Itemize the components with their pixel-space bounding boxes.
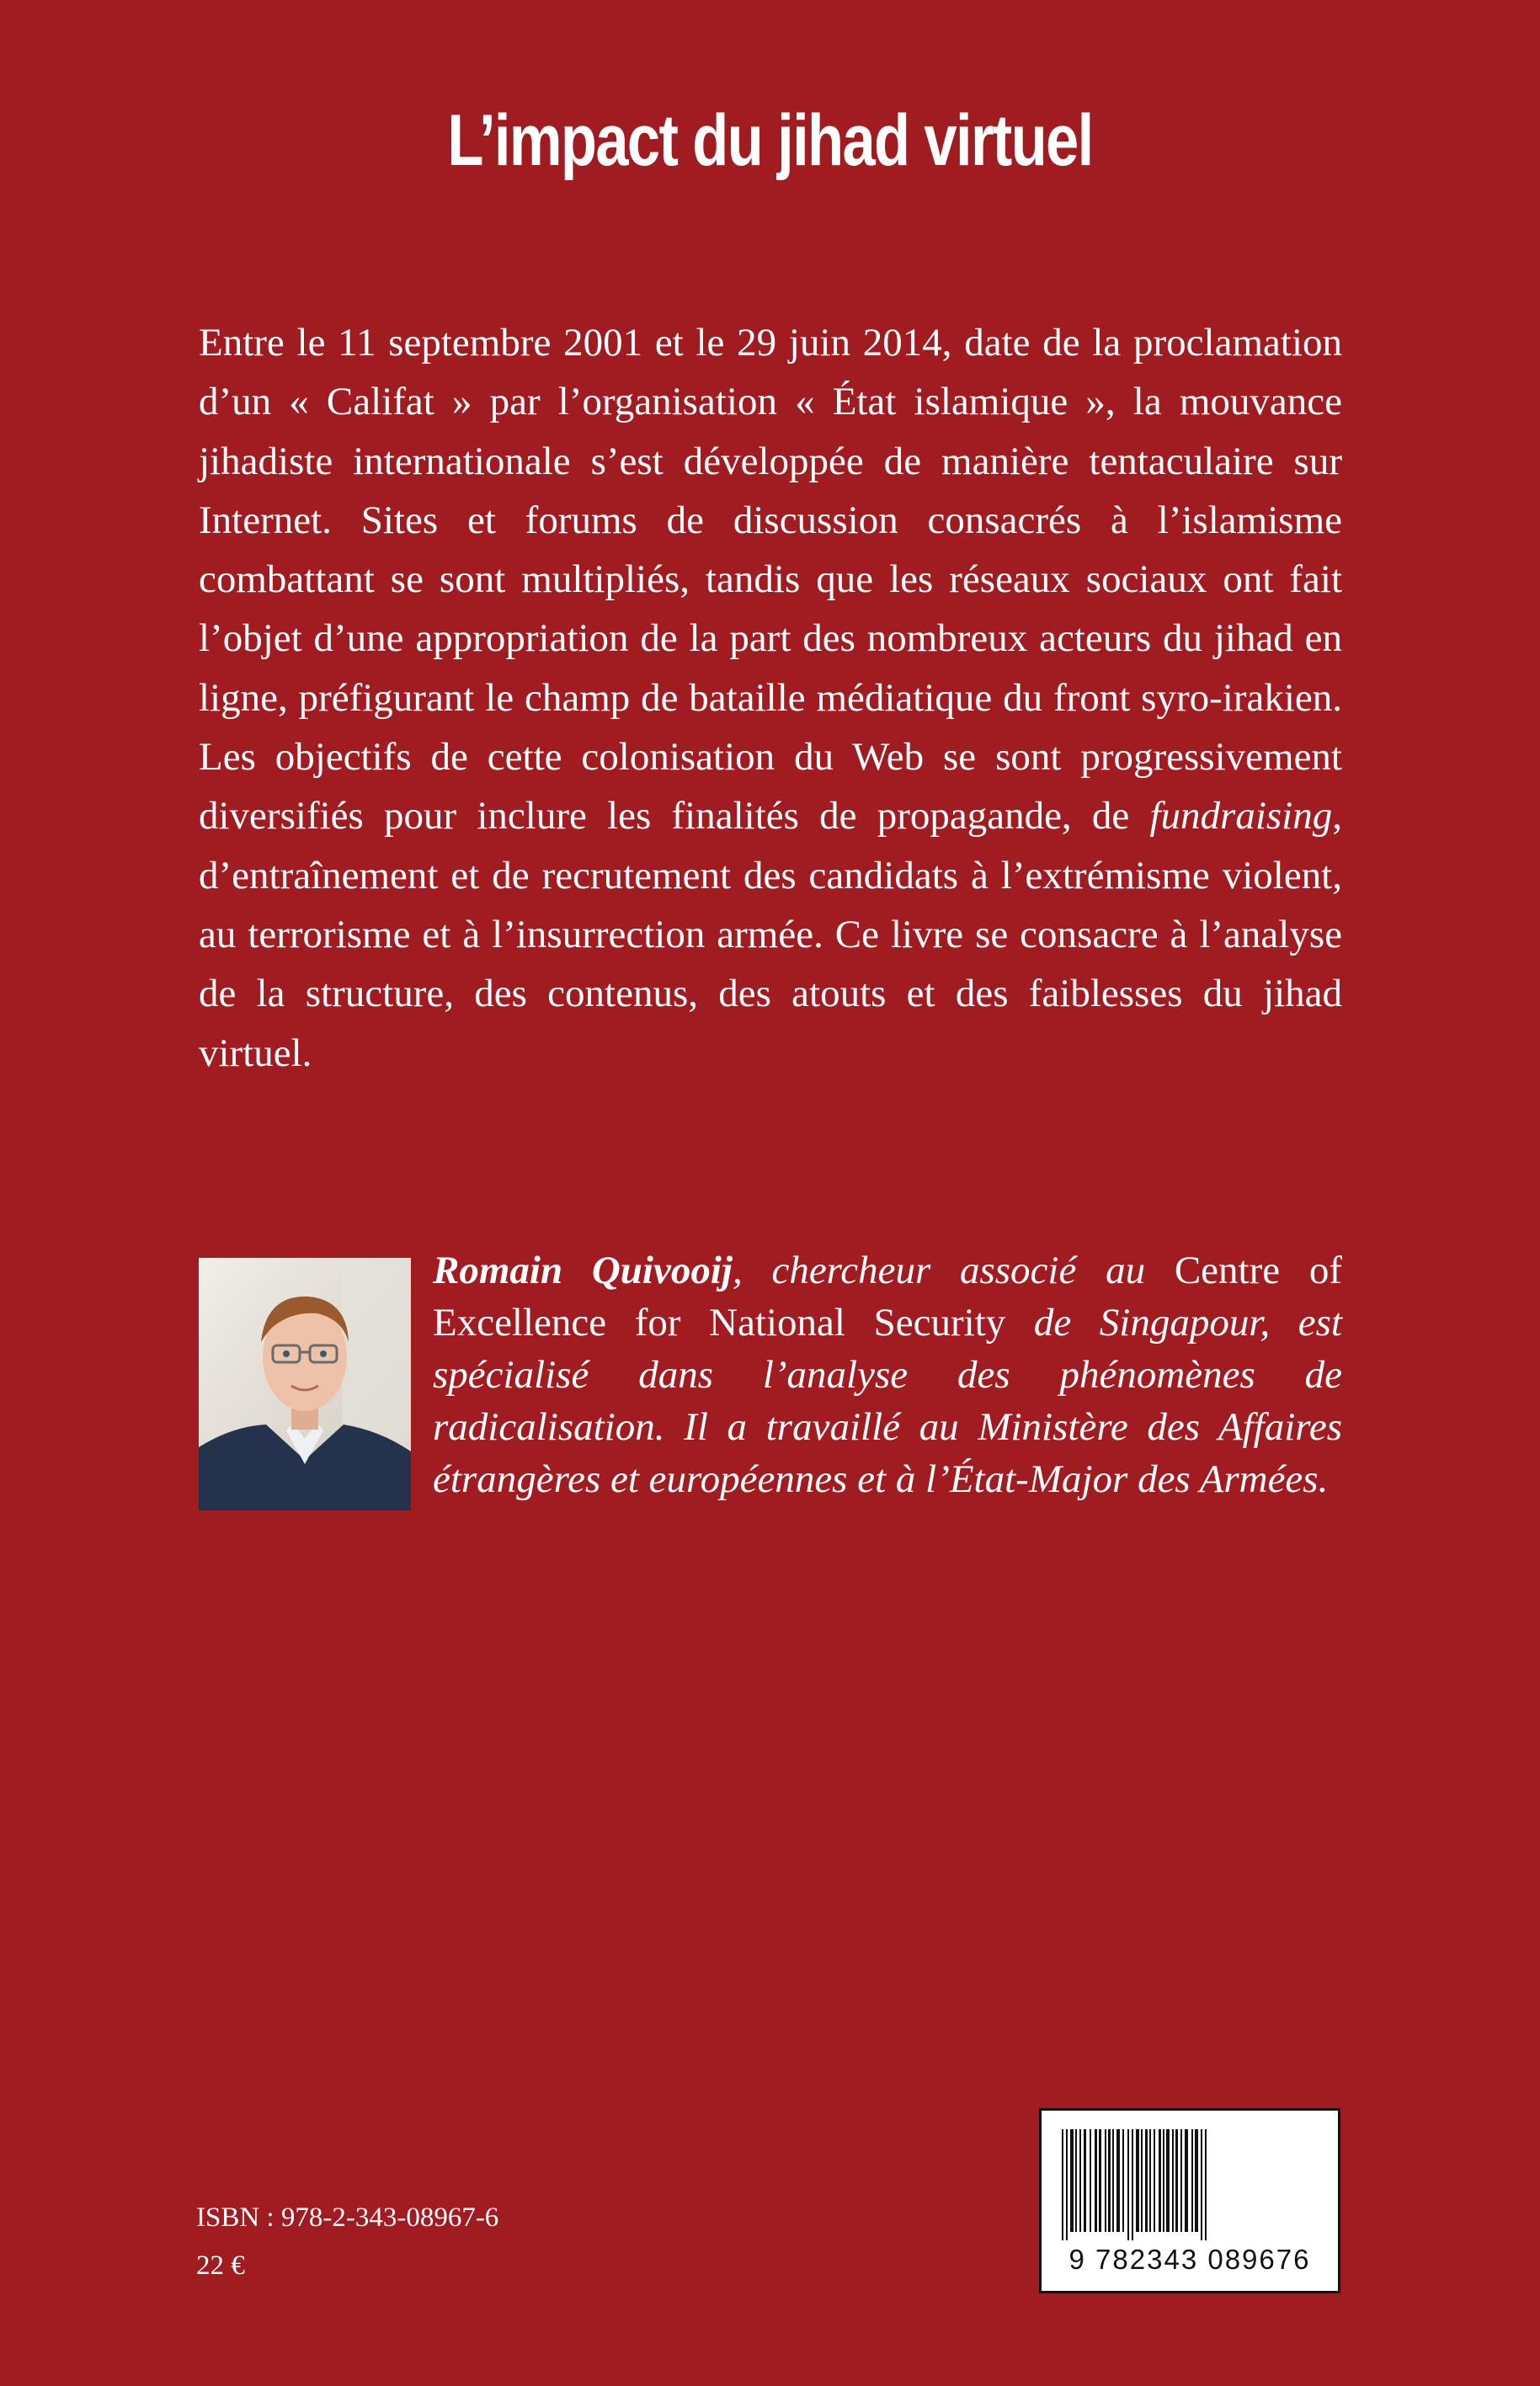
author-name: Romain Quivooij — [433, 1249, 733, 1292]
barcode-bar — [1095, 2129, 1097, 2232]
barcode-bar — [1149, 2129, 1151, 2232]
author-bio-institution: Centre of Excellence for National Security — [433, 1249, 1342, 1345]
back-cover-blurb — [199, 313, 1342, 1083]
barcode-bar — [1172, 2129, 1174, 2232]
barcode-bar — [1141, 2129, 1143, 2232]
barcode-bar — [1132, 2129, 1133, 2240]
blurb-italic-term: fundraising — [1149, 794, 1333, 839]
barcode-bar — [1108, 2129, 1111, 2232]
barcode-digits: 9 782343 089676 — [1068, 2244, 1311, 2275]
barcode-bar — [1084, 2129, 1086, 2232]
barcode — [1039, 2108, 1340, 2293]
blurb-text-part-1: Entre le 11 septembre 2001 et le 29 juin 2014, date de la proclamation d’un « Califat » par l’organisation « État islamique », la mouvance jihadiste internationale s’est développée de manière tentaculaire sur Internet. Sites et forums de discussion consacrés à l’islamisme combattant se sont multipliés, tandis que les réseaux sociaux ont fait l’objet d’une appropriation de la part des nombreux acteurs du jihad en ligne, préfigurant le champ de bataille médiatique du front syro-irakien. Les objectifs de cette colonisation du Web se sont progressivement diversifiés pour inclure les finalités de propagande, de — [199, 321, 1342, 839]
barcode-bar — [1180, 2129, 1182, 2232]
barcode-bar — [1090, 2129, 1091, 2232]
barcode-bar — [1070, 2129, 1074, 2232]
barcode-bar — [1195, 2129, 1198, 2232]
barcode-bar — [1154, 2129, 1155, 2232]
barcode-bar — [1145, 2129, 1148, 2232]
barcode-bars — [1058, 2129, 1321, 2240]
price-label: 22 € — [196, 2250, 245, 2281]
barcode-bar — [1062, 2129, 1063, 2240]
author-bio-part-3: de Singapour, est spécialisé dans l’analyse des phénomènes de radicalisation. Il a travaillé au Ministère des Affaires étrangères et européennes et à l’État-Major des Armées. — [433, 1301, 1342, 1501]
author-photo — [199, 1258, 411, 1510]
barcode-bar — [1099, 2129, 1101, 2232]
barcode-bar — [1075, 2129, 1077, 2232]
barcode-bar — [1127, 2129, 1129, 2240]
barcode-bar — [1191, 2129, 1193, 2232]
barcode-bar — [1205, 2129, 1207, 2240]
barcode-bar — [1159, 2129, 1161, 2232]
author-bio-part-1: , chercheur associé au — [732, 1249, 1175, 1292]
barcode-bar — [1112, 2129, 1114, 2232]
barcode-bar — [1185, 2129, 1188, 2232]
blurb-text-part-2: , d’entraînement et de recrutement des candidats à l’extrémisme violent, au terrorisme et à l’insurrection armée. Ce livre se consacre à l’analyse de la structure, des contenus, des atouts et des faiblesses du jihad virtuel. — [199, 794, 1342, 1075]
author-bio — [433, 1244, 1342, 1505]
barcode-bar — [1201, 2129, 1202, 2240]
barcode-bar — [1079, 2129, 1081, 2232]
barcode-bar — [1175, 2129, 1178, 2232]
barcode-bar — [1136, 2129, 1139, 2232]
isbn-label: ISBN : 978-2-343-08967-6 — [196, 2202, 499, 2233]
barcode-bar — [1105, 2129, 1106, 2232]
barcode-bar — [1066, 2129, 1068, 2240]
book-title: L’impact du jihad virtuel — [447, 100, 1093, 181]
barcode-bar — [1166, 2129, 1170, 2232]
barcode-bar — [1163, 2129, 1164, 2232]
barcode-bar — [1122, 2129, 1124, 2232]
barcode-bar — [1116, 2129, 1120, 2232]
